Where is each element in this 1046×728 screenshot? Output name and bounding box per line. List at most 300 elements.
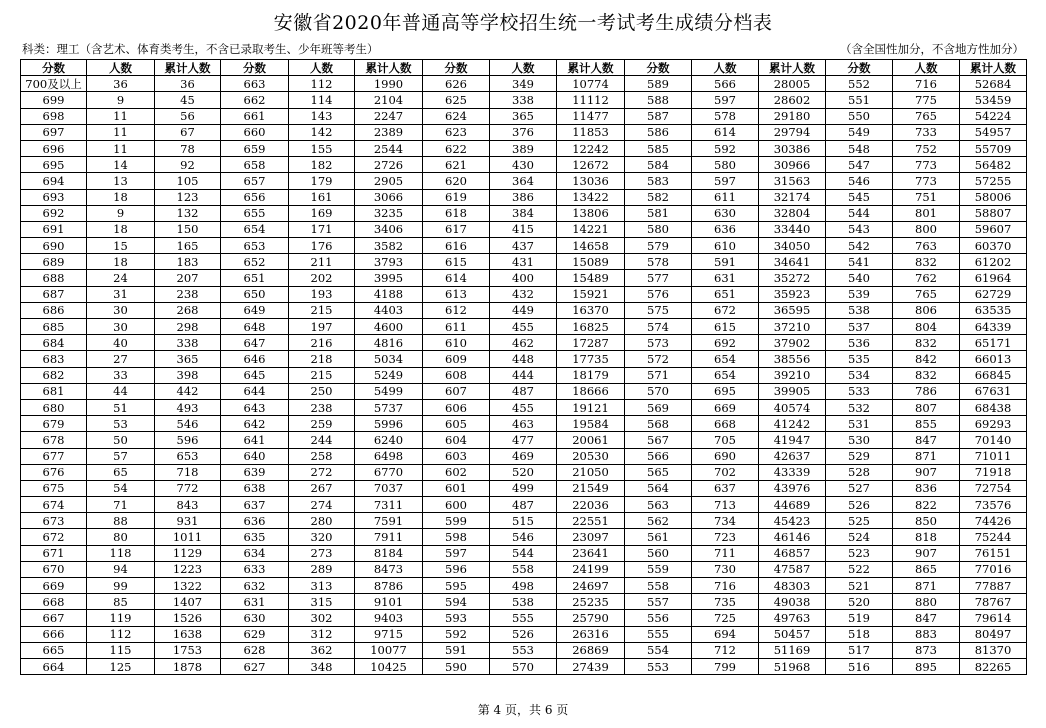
score-cell: 653	[221, 238, 289, 254]
score-cell: 530	[826, 432, 893, 448]
count-cell: 499	[490, 480, 557, 496]
cumulative-cell: 53459	[960, 92, 1027, 108]
count-cell: 725	[692, 610, 759, 626]
cumulative-cell: 15089	[557, 254, 625, 270]
score-cell: 537	[826, 319, 893, 335]
count-cell: 763	[893, 238, 960, 254]
score-cell: 606	[423, 399, 490, 415]
count-cell: 24	[87, 270, 155, 286]
table-body	[21, 76, 1027, 675]
score-cell: 517	[826, 642, 893, 658]
score-cell: 677	[21, 448, 87, 464]
cumulative-cell: 30386	[759, 140, 826, 156]
cumulative-cell: 5737	[355, 399, 423, 415]
count-cell: 636	[692, 221, 759, 237]
count-cell: 702	[692, 464, 759, 480]
table-row	[21, 658, 1027, 674]
table-row	[21, 610, 1027, 626]
cumulative-cell: 9715	[355, 626, 423, 642]
score-cell: 524	[826, 529, 893, 545]
score-cell: 540	[826, 270, 893, 286]
score-cell: 668	[21, 594, 87, 610]
cumulative-cell: 78	[155, 140, 221, 156]
cumulative-cell: 45	[155, 92, 221, 108]
count-cell: 312	[289, 626, 355, 642]
count-cell: 712	[692, 642, 759, 658]
count-cell: 654	[692, 367, 759, 383]
cumulative-cell: 45423	[759, 513, 826, 529]
score-cell: 671	[21, 545, 87, 561]
count-cell: 487	[490, 497, 557, 513]
score-cell: 628	[221, 642, 289, 658]
cumulative-cell: 18179	[557, 367, 625, 383]
count-cell: 773	[893, 157, 960, 173]
score-cell: 694	[21, 173, 87, 189]
score-cell: 552	[826, 76, 893, 92]
score-cell: 575	[625, 302, 692, 318]
cumulative-cell: 183	[155, 254, 221, 270]
cumulative-cell: 442	[155, 383, 221, 399]
count-cell: 386	[490, 189, 557, 205]
cumulative-cell: 123	[155, 189, 221, 205]
score-cell: 622	[423, 140, 490, 156]
score-cell: 685	[21, 319, 87, 335]
count-cell: 455	[490, 399, 557, 415]
cumulative-cell: 27439	[557, 658, 625, 674]
count-cell: 630	[692, 205, 759, 221]
count-cell: 538	[490, 594, 557, 610]
score-cell: 569	[625, 399, 692, 415]
column-header: 累计人数	[155, 60, 221, 76]
score-cell: 699	[21, 92, 87, 108]
table-row	[21, 254, 1027, 270]
count-cell: 11	[87, 140, 155, 156]
count-cell: 611	[692, 189, 759, 205]
count-cell: 723	[692, 529, 759, 545]
count-cell: 9	[87, 205, 155, 221]
count-cell: 855	[893, 416, 960, 432]
count-cell: 273	[289, 545, 355, 561]
cumulative-cell: 24697	[557, 578, 625, 594]
score-cell: 688	[21, 270, 87, 286]
cumulative-cell: 78767	[960, 594, 1027, 610]
score-cell: 553	[625, 658, 692, 674]
cumulative-cell: 14221	[557, 221, 625, 237]
table-row	[21, 221, 1027, 237]
cumulative-cell: 29180	[759, 108, 826, 124]
count-cell: 119	[87, 610, 155, 626]
cumulative-cell: 15489	[557, 270, 625, 286]
cumulative-cell: 132	[155, 205, 221, 221]
count-cell: 376	[490, 124, 557, 140]
count-cell: 9	[87, 92, 155, 108]
count-cell: 615	[692, 319, 759, 335]
score-cell: 539	[826, 286, 893, 302]
score-cell: 681	[21, 383, 87, 399]
cumulative-cell: 75244	[960, 529, 1027, 545]
cumulative-cell: 653	[155, 448, 221, 464]
score-cell: 556	[625, 610, 692, 626]
count-cell: 800	[893, 221, 960, 237]
score-cell: 581	[625, 205, 692, 221]
count-cell: 280	[289, 513, 355, 529]
count-cell: 171	[289, 221, 355, 237]
cumulative-cell: 51169	[759, 642, 826, 658]
cumulative-cell: 49038	[759, 594, 826, 610]
score-cell: 551	[826, 92, 893, 108]
count-cell: 694	[692, 626, 759, 642]
score-cell: 600	[423, 497, 490, 513]
count-cell: 71	[87, 497, 155, 513]
count-cell: 654	[692, 351, 759, 367]
column-header: 人数	[893, 60, 960, 76]
count-cell: 865	[893, 561, 960, 577]
cumulative-cell: 165	[155, 238, 221, 254]
count-cell: 566	[692, 76, 759, 92]
cumulative-cell: 44689	[759, 497, 826, 513]
table-row	[21, 464, 1027, 480]
score-cell: 587	[625, 108, 692, 124]
score-cell: 564	[625, 480, 692, 496]
cumulative-cell: 11853	[557, 124, 625, 140]
column-header: 人数	[289, 60, 355, 76]
count-cell: 53	[87, 416, 155, 432]
score-cell: 695	[21, 157, 87, 173]
score-cell: 678	[21, 432, 87, 448]
cumulative-cell: 1878	[155, 658, 221, 674]
score-cell: 527	[826, 480, 893, 496]
cumulative-cell: 66013	[960, 351, 1027, 367]
score-cell: 559	[625, 561, 692, 577]
count-cell: 179	[289, 173, 355, 189]
score-cell: 642	[221, 416, 289, 432]
count-cell: 313	[289, 578, 355, 594]
score-cell: 627	[221, 658, 289, 674]
cumulative-cell: 36595	[759, 302, 826, 318]
count-cell: 415	[490, 221, 557, 237]
score-cell: 638	[221, 480, 289, 496]
cumulative-cell: 43339	[759, 464, 826, 480]
score-cell: 585	[625, 140, 692, 156]
score-cell: 625	[423, 92, 490, 108]
score-cell: 675	[21, 480, 87, 496]
score-cell: 608	[423, 367, 490, 383]
score-cell: 554	[625, 642, 692, 658]
count-cell: 432	[490, 286, 557, 302]
score-cell: 639	[221, 464, 289, 480]
score-cell: 624	[423, 108, 490, 124]
cumulative-cell: 2247	[355, 108, 423, 124]
cumulative-cell: 17287	[557, 335, 625, 351]
cumulative-cell: 29794	[759, 124, 826, 140]
score-cell: 526	[826, 497, 893, 513]
count-cell: 202	[289, 270, 355, 286]
score-cell: 546	[826, 173, 893, 189]
count-cell: 555	[490, 610, 557, 626]
cumulative-cell: 67631	[960, 383, 1027, 399]
cumulative-cell: 61964	[960, 270, 1027, 286]
cumulative-cell: 7911	[355, 529, 423, 545]
cumulative-cell: 25235	[557, 594, 625, 610]
count-cell: 822	[893, 497, 960, 513]
cumulative-cell: 41947	[759, 432, 826, 448]
score-cell: 605	[423, 416, 490, 432]
score-cell: 631	[221, 594, 289, 610]
score-cell: 584	[625, 157, 692, 173]
count-cell: 610	[692, 238, 759, 254]
table-row	[21, 335, 1027, 351]
count-cell: 85	[87, 594, 155, 610]
count-cell: 448	[490, 351, 557, 367]
score-cell: 574	[625, 319, 692, 335]
score-cell: 570	[625, 383, 692, 399]
score-cell: 549	[826, 124, 893, 140]
score-cell: 689	[21, 254, 87, 270]
cumulative-cell: 58006	[960, 189, 1027, 205]
cumulative-cell: 22036	[557, 497, 625, 513]
cumulative-cell: 6240	[355, 432, 423, 448]
table-row	[21, 578, 1027, 594]
score-cell: 523	[826, 545, 893, 561]
count-cell: 114	[289, 92, 355, 108]
cumulative-cell: 39210	[759, 367, 826, 383]
score-cell: 531	[826, 416, 893, 432]
cumulative-cell: 7591	[355, 513, 423, 529]
cumulative-cell: 13806	[557, 205, 625, 221]
count-cell: 444	[490, 367, 557, 383]
score-cell: 579	[625, 238, 692, 254]
cumulative-cell: 1638	[155, 626, 221, 642]
count-cell: 18	[87, 254, 155, 270]
cumulative-cell: 72754	[960, 480, 1027, 496]
score-cell: 573	[625, 335, 692, 351]
count-cell: 112	[87, 626, 155, 642]
score-cell: 542	[826, 238, 893, 254]
count-cell: 806	[893, 302, 960, 318]
score-cell: 520	[826, 594, 893, 610]
cumulative-cell: 9403	[355, 610, 423, 626]
count-cell: 215	[289, 367, 355, 383]
cumulative-cell: 3235	[355, 205, 423, 221]
cumulative-cell: 26869	[557, 642, 625, 658]
cumulative-cell: 16370	[557, 302, 625, 318]
cumulative-cell: 207	[155, 270, 221, 286]
table-row	[21, 76, 1027, 92]
cumulative-cell: 4188	[355, 286, 423, 302]
score-cell: 665	[21, 642, 87, 658]
count-cell: 250	[289, 383, 355, 399]
score-cell: 690	[21, 238, 87, 254]
score-cell: 560	[625, 545, 692, 561]
count-cell: 65	[87, 464, 155, 480]
score-cell: 619	[423, 189, 490, 205]
table-row	[21, 173, 1027, 189]
cumulative-cell: 398	[155, 367, 221, 383]
count-cell: 99	[87, 578, 155, 594]
cumulative-cell: 1129	[155, 545, 221, 561]
count-cell: 553	[490, 642, 557, 658]
count-cell: 88	[87, 513, 155, 529]
count-cell: 751	[893, 189, 960, 205]
cumulative-cell: 32174	[759, 189, 826, 205]
cumulative-cell: 6498	[355, 448, 423, 464]
score-cell: 612	[423, 302, 490, 318]
count-cell: 36	[87, 76, 155, 92]
count-cell: 515	[490, 513, 557, 529]
score-cell: 595	[423, 578, 490, 594]
cumulative-cell: 4600	[355, 319, 423, 335]
column-header: 分数	[221, 60, 289, 76]
cumulative-cell: 3582	[355, 238, 423, 254]
count-cell: 690	[692, 448, 759, 464]
score-cell: 666	[21, 626, 87, 642]
score-cell: 662	[221, 92, 289, 108]
count-cell: 786	[893, 383, 960, 399]
count-cell: 463	[490, 416, 557, 432]
table-row	[21, 594, 1027, 610]
score-cell: 550	[826, 108, 893, 124]
count-cell: 637	[692, 480, 759, 496]
cumulative-cell: 32804	[759, 205, 826, 221]
table-row	[21, 529, 1027, 545]
cumulative-cell: 15921	[557, 286, 625, 302]
count-cell: 847	[893, 432, 960, 448]
cumulative-cell: 21050	[557, 464, 625, 480]
count-cell: 799	[692, 658, 759, 674]
count-cell: 907	[893, 464, 960, 480]
cumulative-cell: 22551	[557, 513, 625, 529]
cumulative-cell: 12672	[557, 157, 625, 173]
score-cell: 603	[423, 448, 490, 464]
cumulative-cell: 92	[155, 157, 221, 173]
cumulative-cell: 1322	[155, 578, 221, 594]
score-cell: 623	[423, 124, 490, 140]
count-cell: 115	[87, 642, 155, 658]
score-cell: 611	[423, 319, 490, 335]
cumulative-cell: 4403	[355, 302, 423, 318]
cumulative-cell: 31563	[759, 173, 826, 189]
cumulative-cell: 43976	[759, 480, 826, 496]
count-cell: 30	[87, 302, 155, 318]
cumulative-cell: 46857	[759, 545, 826, 561]
count-cell: 18	[87, 221, 155, 237]
cumulative-cell: 2544	[355, 140, 423, 156]
count-cell: 364	[490, 173, 557, 189]
cumulative-cell: 34641	[759, 254, 826, 270]
cumulative-cell: 56482	[960, 157, 1027, 173]
column-header: 累计人数	[960, 60, 1027, 76]
cumulative-cell: 20061	[557, 432, 625, 448]
score-cell: 691	[21, 221, 87, 237]
count-cell: 238	[289, 399, 355, 415]
count-cell: 895	[893, 658, 960, 674]
cumulative-cell: 3793	[355, 254, 423, 270]
cumulative-cell: 23097	[557, 529, 625, 545]
score-cell: 589	[625, 76, 692, 92]
column-header: 累计人数	[759, 60, 826, 76]
score-cell: 519	[826, 610, 893, 626]
score-cell: 592	[423, 626, 490, 642]
cumulative-cell: 21549	[557, 480, 625, 496]
cumulative-cell: 71918	[960, 464, 1027, 480]
score-cell: 697	[21, 124, 87, 140]
count-cell: 773	[893, 173, 960, 189]
count-cell: 389	[490, 140, 557, 156]
count-cell: 125	[87, 658, 155, 674]
count-cell: 832	[893, 335, 960, 351]
score-cell: 596	[423, 561, 490, 577]
cumulative-cell: 23641	[557, 545, 625, 561]
score-cell: 607	[423, 383, 490, 399]
score-cell: 566	[625, 448, 692, 464]
cumulative-cell: 493	[155, 399, 221, 415]
count-cell: 597	[692, 92, 759, 108]
score-cell: 516	[826, 658, 893, 674]
count-cell: 155	[289, 140, 355, 156]
count-cell: 384	[490, 205, 557, 221]
count-cell: 847	[893, 610, 960, 626]
count-cell: 735	[692, 594, 759, 610]
cumulative-cell: 71011	[960, 448, 1027, 464]
cumulative-cell: 54957	[960, 124, 1027, 140]
table-row	[21, 205, 1027, 221]
count-cell: 734	[692, 513, 759, 529]
cumulative-cell: 13036	[557, 173, 625, 189]
cumulative-cell: 30966	[759, 157, 826, 173]
score-cell: 659	[221, 140, 289, 156]
cumulative-cell: 25790	[557, 610, 625, 626]
score-cell: 533	[826, 383, 893, 399]
cumulative-cell: 1407	[155, 594, 221, 610]
score-cell: 626	[423, 76, 490, 92]
cumulative-cell: 772	[155, 480, 221, 496]
score-cell: 667	[21, 610, 87, 626]
count-cell: 365	[490, 108, 557, 124]
count-cell: 733	[893, 124, 960, 140]
score-cell: 561	[625, 529, 692, 545]
table-row	[21, 92, 1027, 108]
cumulative-cell: 33440	[759, 221, 826, 237]
table-row	[21, 432, 1027, 448]
cumulative-cell: 24199	[557, 561, 625, 577]
cumulative-cell: 7311	[355, 497, 423, 513]
count-cell: 211	[289, 254, 355, 270]
count-cell: 315	[289, 594, 355, 610]
page-footer: 第 4 页，共 6 页	[477, 703, 569, 717]
count-cell: 13	[87, 173, 155, 189]
score-cell: 532	[826, 399, 893, 415]
count-cell: 873	[893, 642, 960, 658]
cumulative-cell: 13422	[557, 189, 625, 205]
cumulative-cell: 77016	[960, 561, 1027, 577]
score-cell: 528	[826, 464, 893, 480]
cumulative-cell: 56	[155, 108, 221, 124]
score-cell: 529	[826, 448, 893, 464]
count-cell: 455	[490, 319, 557, 335]
count-cell: 487	[490, 383, 557, 399]
score-cell: 676	[21, 464, 87, 480]
cumulative-cell: 10425	[355, 658, 423, 674]
score-cell: 684	[21, 335, 87, 351]
score-cell: 614	[423, 270, 490, 286]
score-cell: 630	[221, 610, 289, 626]
table-row	[21, 642, 1027, 658]
column-header: 人数	[490, 60, 557, 76]
count-cell: 651	[692, 286, 759, 302]
table-row	[21, 238, 1027, 254]
count-cell: 33	[87, 367, 155, 383]
score-cell: 647	[221, 335, 289, 351]
